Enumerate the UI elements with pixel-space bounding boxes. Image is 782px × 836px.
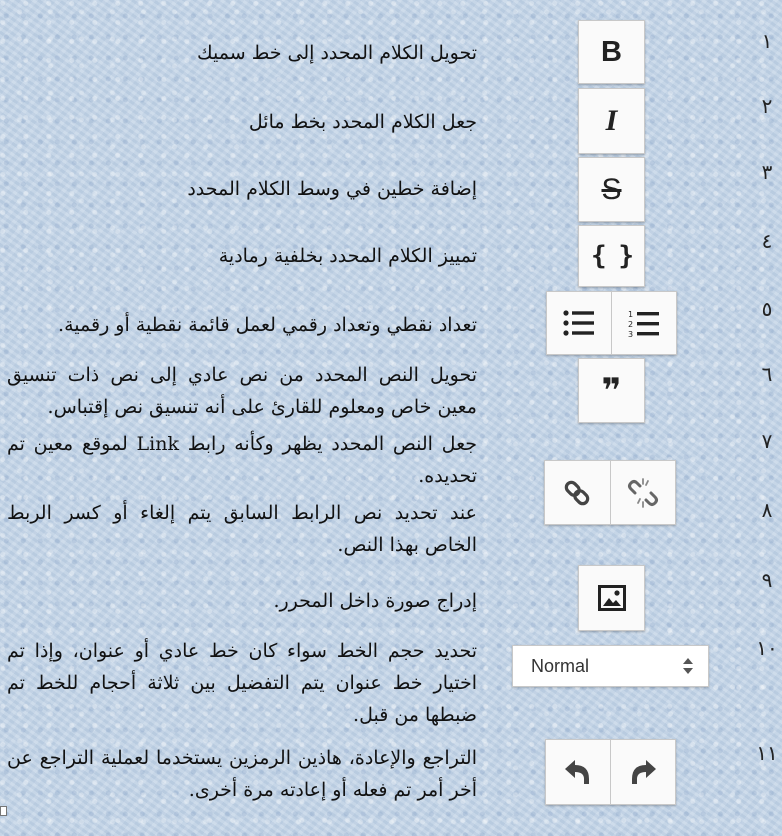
redo-button[interactable] [610, 740, 675, 804]
row-number: ٣ [761, 160, 773, 184]
row-description: إدراج صورة داخل المحرر. [273, 590, 477, 612]
strikethrough-icon: S [601, 172, 622, 206]
row-description: عند تحديد نص الرابط السابق يتم إلغاء أو كسر الربط الخاص بهذا النص. [7, 502, 477, 556]
row-number: ٢ [761, 94, 773, 118]
row-description: تحويل النص المحدد من نص عادي إلى نص ذات تنسيق معين خاص ومعلوم للقارئ على أنه تنسيق نص إقتباس. [7, 364, 477, 418]
row-description: تمييز الكلام المحدد بخلفية رمادية [218, 245, 477, 267]
svg-text:2: 2 [628, 320, 634, 329]
bullet-list-button[interactable] [547, 292, 611, 354]
svg-text:1: 1 [628, 310, 634, 319]
row-number: ٦ [761, 362, 773, 386]
italic-icon: I [605, 104, 618, 137]
list-buttons-group [546, 291, 677, 355]
redo-icon [628, 759, 658, 785]
blockquote-button[interactable] [578, 358, 645, 423]
undo-icon [563, 759, 593, 785]
insert-image-button[interactable] [578, 565, 645, 631]
row-description: جعل النص المحدد يظهر وكأنه رابط Link لموقع معين تم تحديده. [7, 433, 477, 487]
code-block-icon: { } [591, 241, 632, 271]
heading-size-select[interactable] [512, 645, 709, 687]
strikethrough-button[interactable] [578, 157, 645, 222]
history-buttons-group [545, 739, 676, 805]
link-icon [562, 478, 592, 508]
undo-button[interactable] [546, 740, 610, 804]
bold-icon: B [601, 35, 622, 68]
row-description: تعداد نقطي وتعداد رقمي لعمل قائمة نقطية أو رقمية. [58, 314, 477, 336]
bullet-list-icon [562, 309, 596, 337]
heading-size-value: Normal [531, 656, 590, 676]
link-button[interactable] [545, 461, 610, 524]
code-block-button[interactable] [578, 225, 645, 287]
row-description: تحديد حجم الخط سواء كان خط عادي أو عنوان، وإذا تم اختيار خط عنوان يتم التفضيل بين ثلاثة أحجام للخط تم ضبطها من قبل. [7, 640, 477, 726]
row-number: ٤ [761, 229, 773, 253]
row-number: ٥ [761, 297, 773, 321]
image-icon [598, 585, 626, 611]
row-description: إضافة خطين في وسط الكلام المحدد [187, 178, 477, 200]
row-number: ٧ [761, 429, 773, 453]
numbered-list-button[interactable] [611, 292, 676, 354]
row-description: تحويل الكلام المحدد إلى خط سميك [197, 42, 477, 64]
updown-arrows-icon [682, 657, 694, 675]
row-number: ٨ [761, 498, 773, 522]
unlink-button[interactable] [610, 461, 676, 524]
row-number: ١١ [756, 741, 778, 765]
link-buttons-group [544, 460, 676, 525]
italic-button[interactable] [578, 88, 645, 154]
blockquote-icon: ❞ [601, 370, 622, 411]
row-number: ٩ [761, 568, 773, 592]
corner-marker [0, 806, 7, 816]
numbered-list-icon [627, 308, 661, 338]
unlink-icon [627, 477, 659, 509]
bold-button[interactable] [578, 20, 645, 84]
row-description: التراجع والإعادة، هاذين الرمزين يستخدما لعملية التراجع عن أخر أمر تم فعله أو إعادته مرة أخرى. [7, 747, 477, 801]
row-number: ١ [761, 29, 773, 53]
row-description: جعل الكلام المحدد بخط مائل [248, 111, 477, 133]
svg-text:3: 3 [628, 330, 634, 338]
row-number: ١٠ [756, 636, 778, 660]
